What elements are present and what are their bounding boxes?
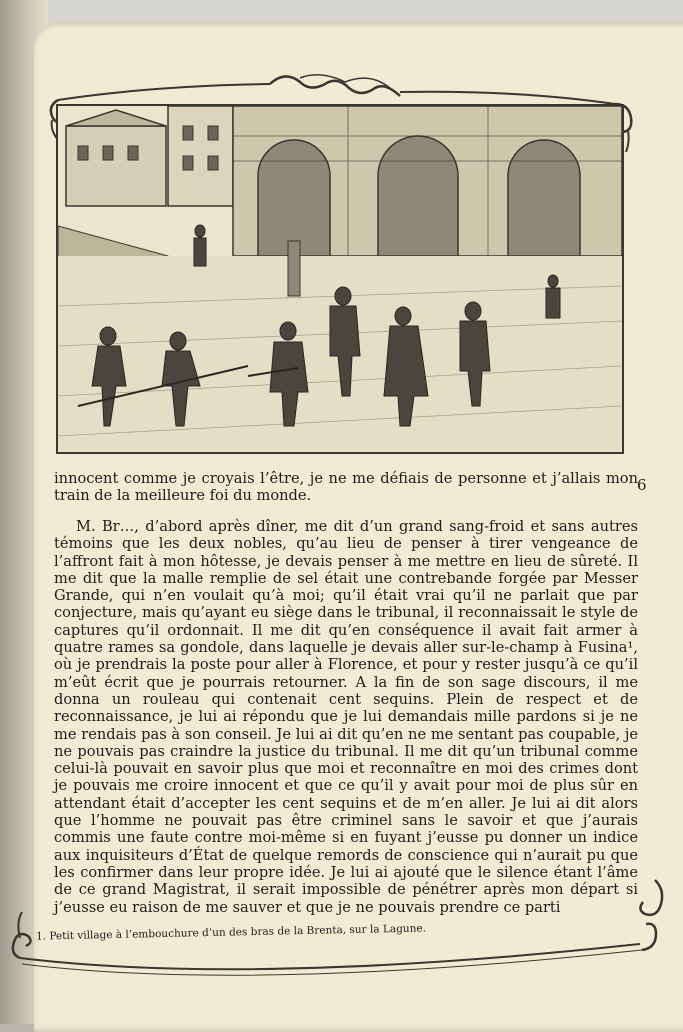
- paragraph-continuation: innocent comme je croyais l’être, je ne me défiais de personne et j’allais mon train de la meilleure foi du monde.: [54, 470, 638, 505]
- margin-number: 6: [637, 476, 647, 494]
- text-block-main: [54, 518, 638, 916]
- footnote: 1. Petit village à l’embouchure d’un des bras de la Brenta, sur la Lagune.: [35, 922, 427, 943]
- engraving-scene: [58, 106, 622, 452]
- engraving-illustration: [56, 104, 624, 454]
- paragraph-main: M. Br…, d’abord après dîner, me dit d’un grand sang-froid et sans autres témoins que les deux nobles, qu’au lieu de penser à tirer vengeance de l’affront fait à mon hôtesse, je devais penser à me mettre en lieu de sûreté. Il me dit que la malle remplie de sel était une contrebande forgée par Messer Grande, qui n’en voulait qu’à moi; qu’il était vrai qu’il ne parlait que par conjecture, mais qu’ayant eu siège dans le tribunal, il reconnaissait le style de captures qu’il ordonnait. Il me dit qu’en conséquence il avait fait armer à quatre rames sa gondole, dans laquelle je devais aller sur-le-champ à Fusina¹, où je prendrais la poste pour aller à Florence, et pour y rester jusqu’à ce qu’il m’eût écrit que je pourrais retourner. A la fin de son sage discours, il me donna un rouleau qui contenait cent sequins. Plein de respect et de reconnaissance, je lui ai répondu que je lui demandais mille pardons si je ne me rendais pas à son conseil. Je lui ai dit qu’en ne me sentant pas coupable, je ne pouvais pas craindre la justice du tribunal. Il me dit qu’un tribunal comme celui-là pouvait en savoir plus que moi et reconnaître en moi des crimes dont je pouvais me croire innocent et que ce qu’il y avait pour moi de plus sûr en attendant était d’accepter les cent sequins et de m’en aller. Je lui ai dit alors que l’homme ne pouvait pas être criminel sans le savoir et que j’aurais commis une faute contre moi-même si en fuyant j’eusse pu donner un indice aux inquisiteurs d’État de quelque remords de conscience qui n’aurait pu que les confirmer dans leur propre idée. Je lui ai ajouté que le silence étant l’âme de ce grand Magistrat, il serait impossible de pénétrer après mon départ si j’eusse eu raison de me sauver et que je ne pouvais prendre ce parti: [54, 518, 638, 916]
- text-block-top: [54, 470, 638, 505]
